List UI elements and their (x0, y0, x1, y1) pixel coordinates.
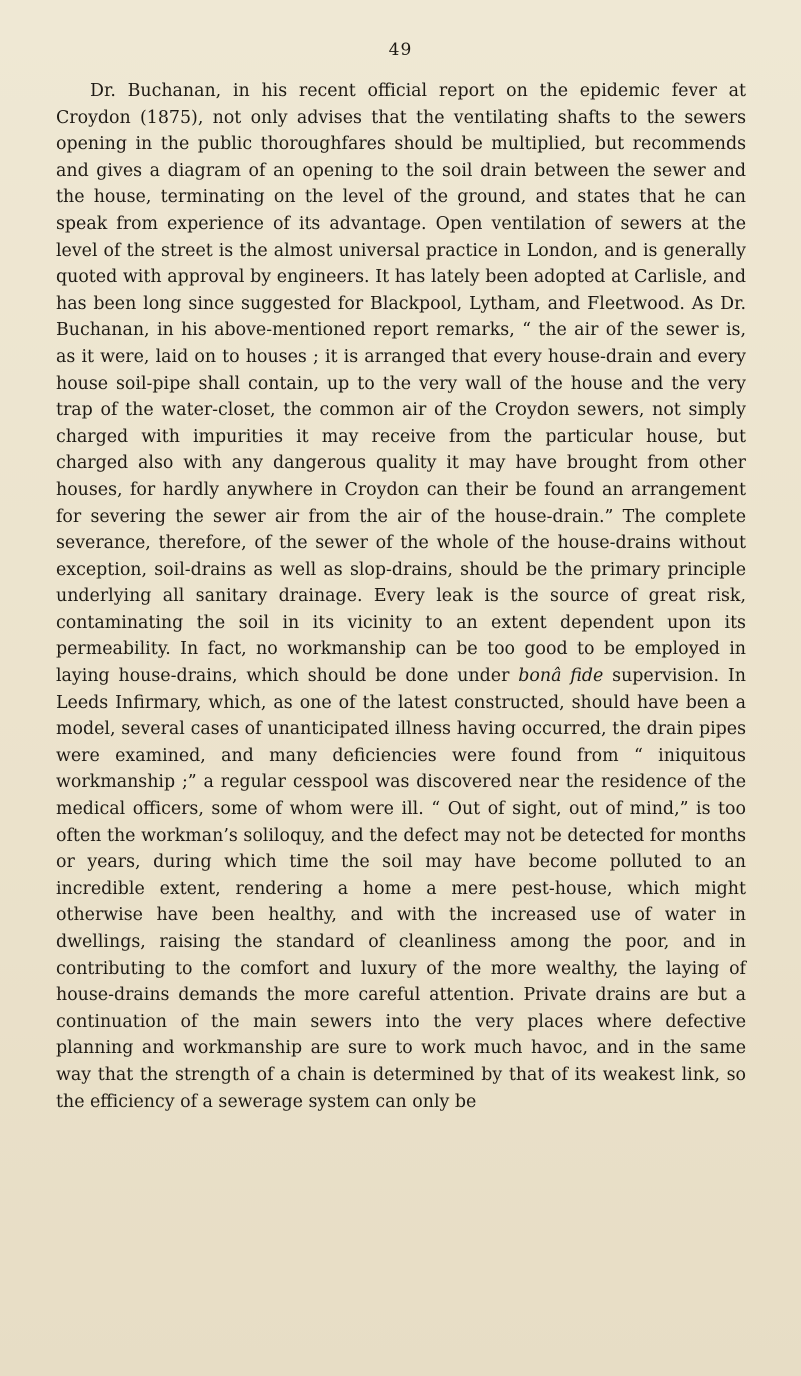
page-number: 49 (388, 40, 413, 60)
body-paragraph (56, 78, 746, 1115)
paragraph-italic-phrase: bonâ fide (518, 666, 604, 687)
paragraph-text-part2: supervision. In Leeds Infirmary, which, as one of the latest constructed, should have been a model, several cases of unanticipated illness having occurred, the drain pipes were examined, and many deficiencies were found from “ iniquitous workmanship ;” a regular cesspool was discovered near the residence of the medical officers, some of whom were ill. “ Out of sight, out of mind,” is too often the workman’s soliloquy, and the defect may not be detected for months or years, during which time the soil may have become polluted to an incredible extent, rendering a home a mere pest-house, which might otherwise have been healthy, and with the increased use of water in dwellings, raising the standard of cleanliness among the poor, and in contributing to the comfort and luxury of the more wealthy, the laying of house-drains demands the more careful attention. Private drains are but a continuation of the main sewers into the very places where defective planning and workmanship are sure to work much havoc, and in the same way that the strength of a chain is determined by that of its weakest link, so the efficiency of a sewerage system can only be (56, 666, 746, 1112)
paragraph-text-part1: Dr. Buchanan, in his recent official report on the epidemic fever at Croydon (1875), not only advises that the ventilating shafts to the sewers opening in the public thoroughfares should be multiplied, but recommends and gives a diagram of an opening to the soil drain between the sewer and the house, terminating on the level of the ground, and states that he can speak from experience of its advantage. Open ventilation of sewers at the level of the street is the almost universal practice in London, and is generally quoted with approval by engineers. It has lately been adopted at Carlisle, and has been long since suggested for Blackpool, Lytham, and Fleetwood. As Dr. Buchanan, in his above-mentioned report remarks, “ the air of the sewer is, as it were, laid on to houses ; it is arranged that every house-drain and every house soil-pipe shall contain, up to the very wall of the house and the very trap of the water-closet, the common air of the Croydon sewers, not simply charged with impurities it may receive from the particular house, but charged also with any dangerous quality it may have brought from other houses, for hardly anywhere in Croydon can their be found an arrangement for severing the sewer air from the air of the house-drain.” The complete severance, therefore, of the sewer of the whole of the house-drains without exception, soil-drains as well as slop-drains, should be the primary principle underlying all sanitary drainage. Every leak is the source of great risk, contaminating the soil in its vicinity to an extent dependent upon its permeability. In fact, no workmanship can be too good to be employed in laying house-drains, which should be done under (56, 81, 746, 687)
